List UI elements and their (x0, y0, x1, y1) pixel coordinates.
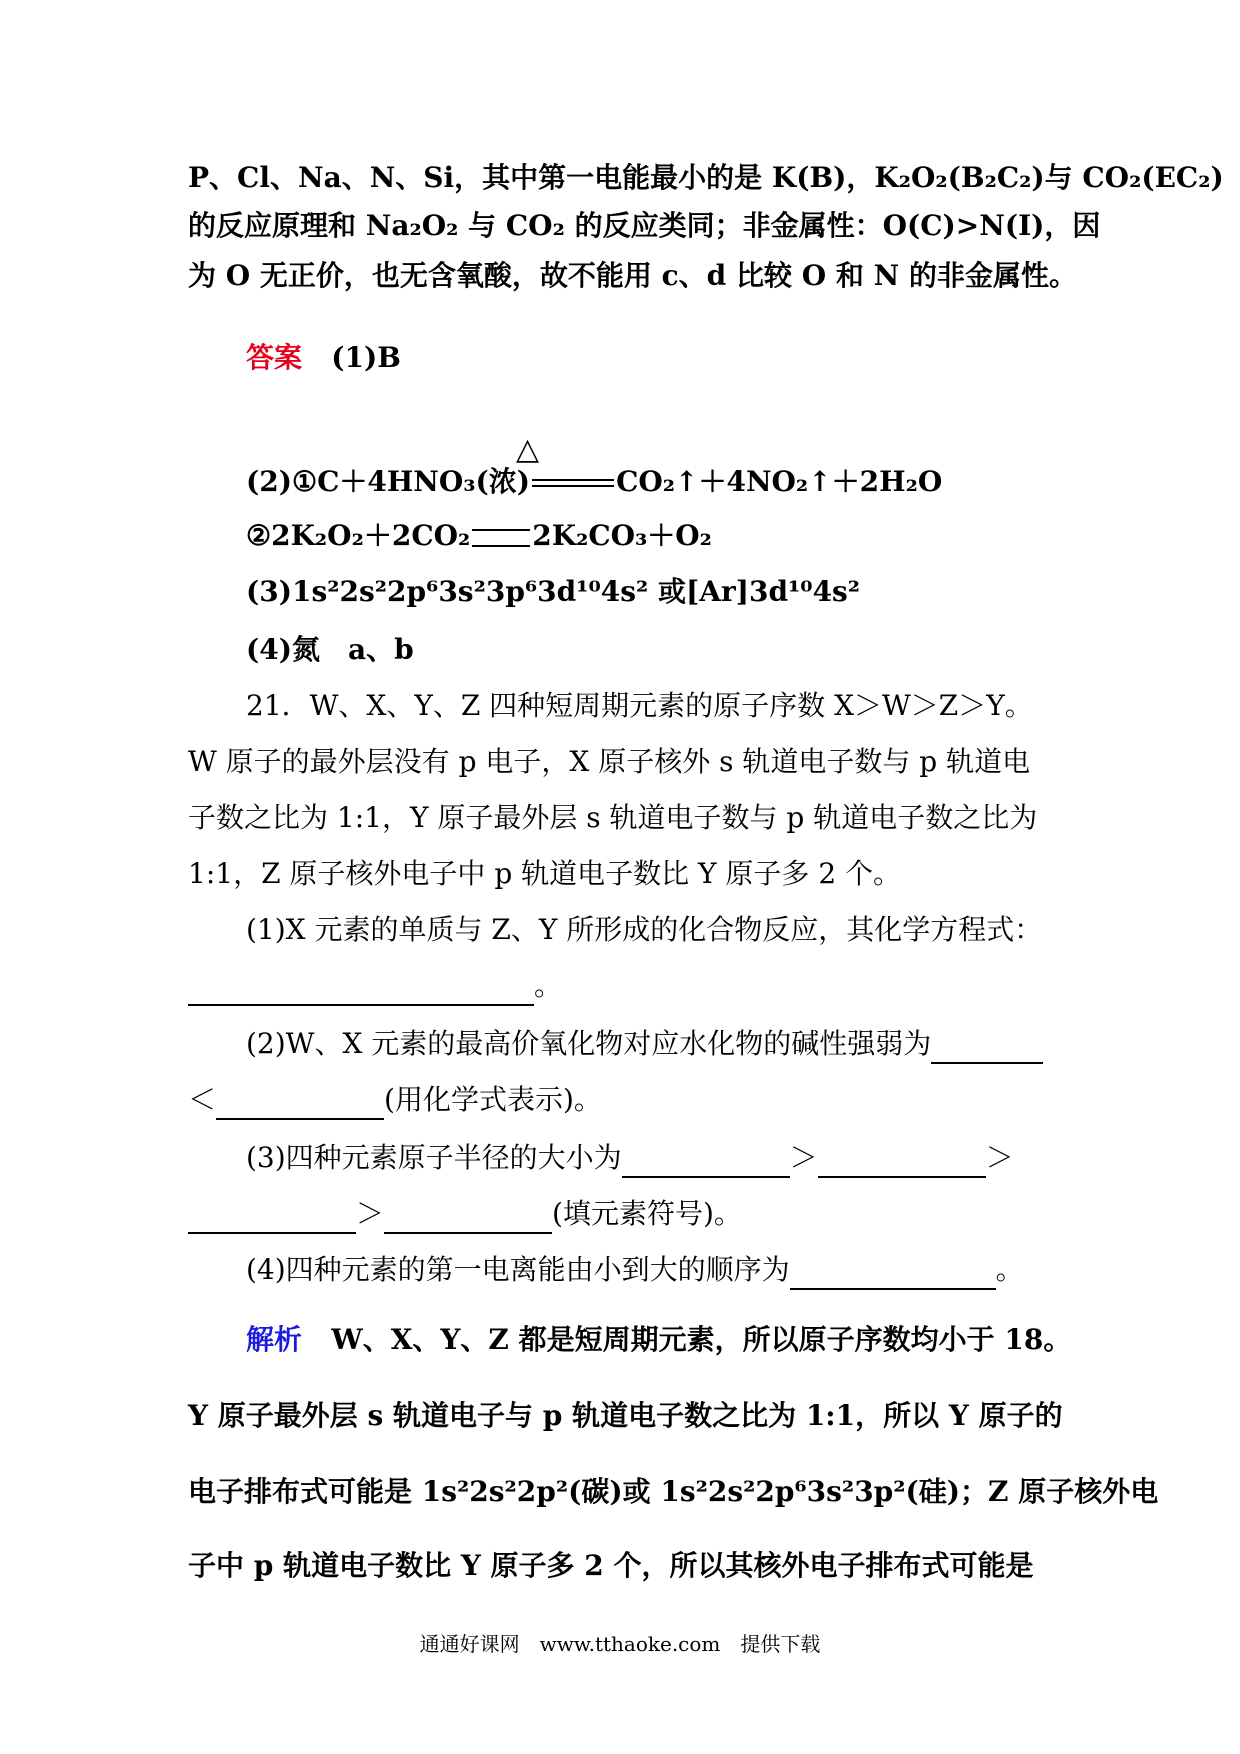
question-part-4 (246, 1250, 1058, 1290)
question-text: (4)四种元素的第一电离能由小到大的顺序为 (246, 1253, 790, 1286)
punctuation: 。 (995, 1253, 1024, 1286)
analysis-line: 电子排布式可能是 1s²2s²2p²(碳)或 1s²2s²2p⁶3s²3p²(硅)；Z 原子核外电 (188, 1475, 1159, 1508)
answer-line-3: (3)1s²2s²2p⁶3s²3p⁶3d¹⁰4s² 或[Ar]3d¹⁰4s² (246, 575, 861, 608)
equation-right: CO₂↑＋4NO₂↑＋2H₂O (616, 465, 943, 498)
answer-blank[interactable] (818, 1146, 986, 1178)
answer-blank[interactable] (216, 1088, 384, 1120)
question-line: 21．W、X、Y、Z 四种短周期元素的原子序数 X＞W＞Z＞Y。 (246, 689, 1033, 722)
question-line: 子数之比为 1:1，Y 原子最外层 s 轨道电子数与 p 轨道电子数之比为 (188, 801, 1038, 834)
text-line: 为 O 无正价，也无含氧酸，故不能用 c、d 比较 O 和 N 的非金属性。 (188, 259, 1077, 292)
question-part-2 (246, 1024, 1058, 1064)
text-line: 的反应原理和 Na₂O₂ 与 CO₂ 的反应类同；非金属性：O(C)>N(I)，因 (188, 209, 1101, 242)
answer-blank[interactable] (790, 1258, 996, 1290)
equation-right: 2K₂CO₃＋O₂ (532, 519, 712, 552)
greater-than: ＞ (985, 1141, 1014, 1174)
answer-line-2b (246, 516, 1058, 556)
text-line: P、Cl、Na、N、Si，其中第一电能最小的是 K(B)，K₂O₂(B₂C₂)与 CO₂(EC₂) (188, 161, 1224, 194)
question-part-3-cont (188, 1194, 1058, 1234)
punctuation: 。 (534, 969, 563, 1002)
question-text: (填元素符号)。 (552, 1197, 742, 1230)
analysis-line: Y 原子最外层 s 轨道电子与 p 轨道电子数之比为 1:1，所以 Y 原子的 (188, 1399, 1063, 1432)
equation-left: ②2K₂O₂＋2CO₂ (246, 519, 471, 552)
question-text: (3)四种元素原子半径的大小为 (246, 1141, 622, 1174)
answer-line-2 (246, 462, 1058, 502)
double-equals-icon (472, 529, 530, 547)
reaction-equals-icon (530, 469, 616, 499)
question-line: W 原子的最外层没有 p 电子，X 原子核外 s 轨道电子数与 p 轨道电 (188, 745, 1031, 778)
answer-line-1 (246, 338, 1058, 378)
answer-label: 答案 (246, 341, 303, 374)
analysis-line-1 (246, 1320, 1072, 1360)
question-text: (用化学式表示)。 (384, 1083, 602, 1116)
less-than: ＜ (188, 1083, 217, 1116)
answer-1: (1)B (331, 341, 401, 374)
analysis-line: 子中 p 轨道电子数比 Y 原子多 2 个，所以其核外电子排布式可能是 (188, 1549, 1034, 1582)
page-footer: 通通好课网 www.tthaoke.com 提供下载 (419, 1632, 821, 1656)
question-part-1-blank-line (188, 966, 1058, 1006)
answer-blank[interactable] (384, 1202, 552, 1234)
question-text: (2)W、X 元素的最高价氧化物对应水化物的碱性强弱为 (246, 1027, 932, 1060)
analysis-text: W、X、Y、Z 都是短周期元素，所以原子序数均小于 18。 (331, 1323, 1072, 1356)
delta-icon: △ (516, 432, 540, 467)
equation-left: (2)①C＋4HNO₃(浓) (246, 465, 531, 498)
answer-blank[interactable] (931, 1032, 1043, 1064)
answer-line-4: (4)氮 a、b (246, 633, 414, 666)
answer-blank[interactable] (188, 974, 534, 1006)
answer-blank[interactable] (622, 1146, 790, 1178)
greater-than: ＞ (356, 1197, 385, 1230)
question-line: 1:1，Z 原子核外电子中 p 轨道电子数比 Y 原子多 2 个。 (188, 857, 902, 890)
analysis-label: 解析 (246, 1323, 303, 1356)
question-part-3 (246, 1138, 1058, 1178)
question-part-2-cont (188, 1080, 1058, 1120)
question-part-1: (1)X 元素的单质与 Z、Y 所形成的化合物反应，其化学方程式： (246, 913, 1043, 946)
answer-blank[interactable] (188, 1202, 356, 1234)
greater-than: ＞ (789, 1141, 818, 1174)
